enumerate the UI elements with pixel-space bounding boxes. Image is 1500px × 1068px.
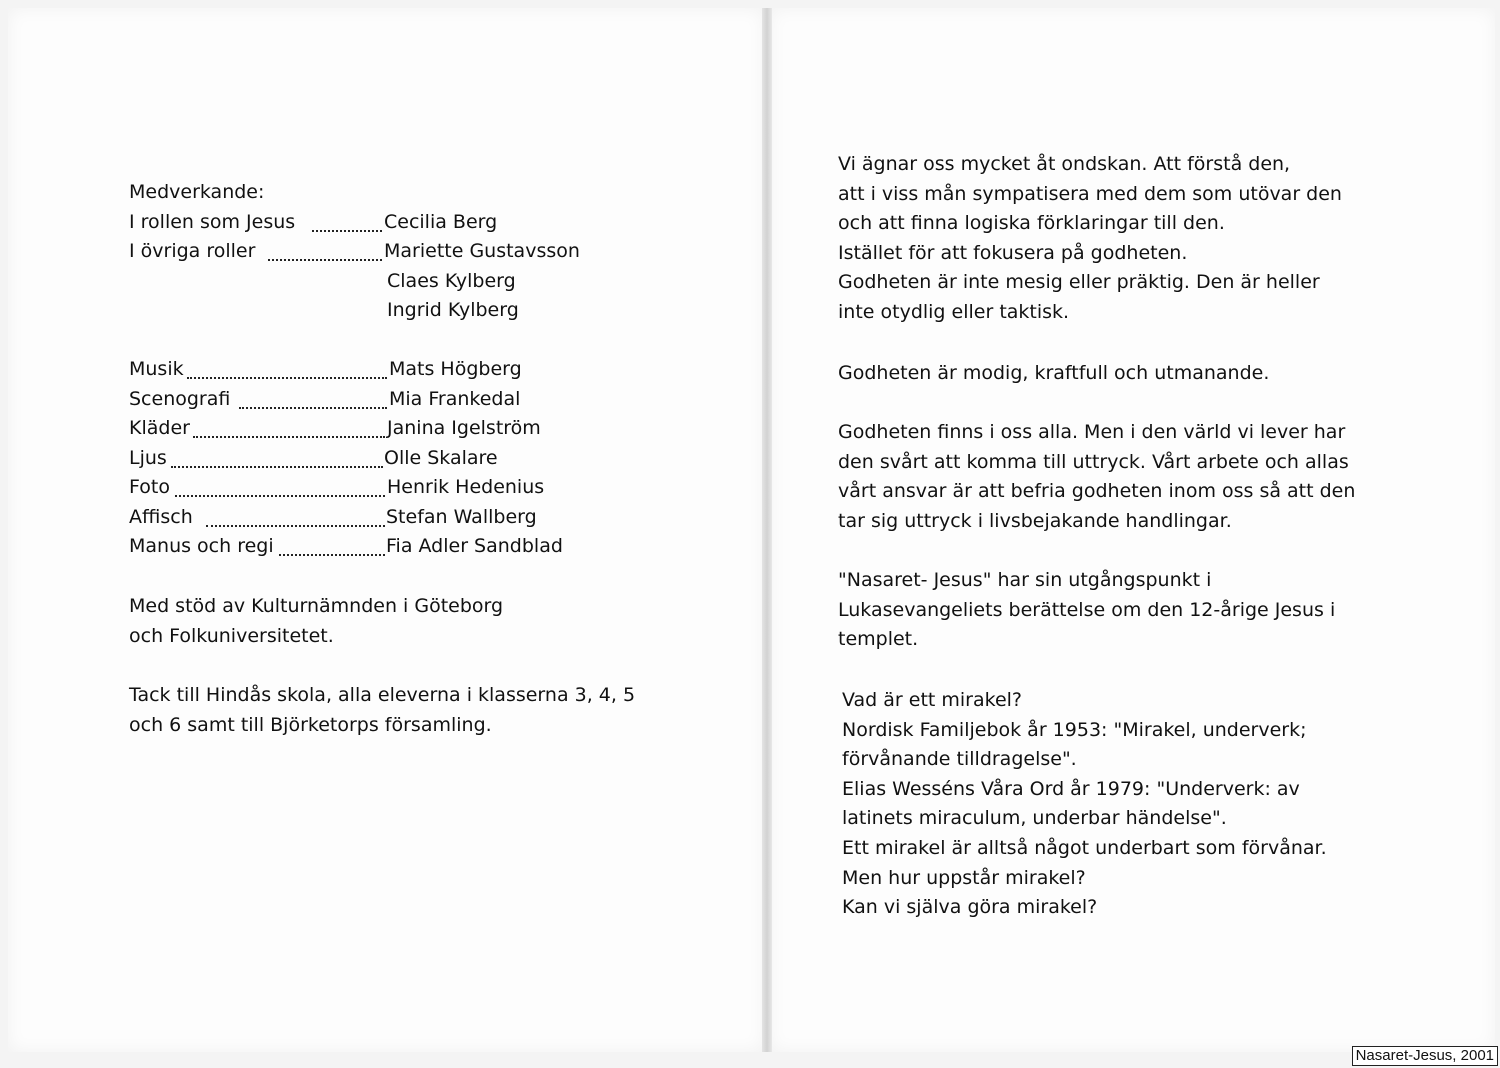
text-line: vårt ansvar är att befria godheten inom oss så att den (838, 480, 1356, 503)
text-line: Ett mirakel är alltså något underbart som förvånar. (842, 836, 1327, 859)
text-line: latinets miraculum, underbar händelse". (842, 807, 1227, 830)
text-line: Godheten är inte mesig eller präktig. Den är heller (838, 271, 1320, 294)
support-paragraph (129, 591, 503, 651)
credit-row (129, 532, 563, 562)
text-line: templet. (838, 628, 919, 651)
credit-role: Kläder (129, 417, 190, 439)
dot-leader (239, 385, 387, 409)
text-line: Men hur uppstår mirakel? (842, 866, 1086, 889)
thanks-paragraph (129, 680, 635, 740)
credit-name: Janina Igelström (387, 417, 541, 439)
text-line: tar sig uttryck i livsbejakande handlingar. (838, 509, 1232, 532)
text-line: Lukasevangeliets berättelse om den 12-årige Jesus i (838, 598, 1336, 621)
credit-row (129, 267, 516, 297)
credit-name: Mats Högberg (389, 358, 522, 380)
credit-name: Olle Skalare (384, 446, 498, 469)
dot-leader (193, 414, 385, 438)
credit-role: I övriga roller (129, 240, 256, 262)
credits-heading: Medverkande: (129, 181, 265, 203)
text-line: Med stöd av Kulturnämnden i Göteborg (129, 595, 504, 617)
text-line: den svårt att komma till uttryck. Vårt arbete och allas (838, 450, 1349, 473)
paragraph-miracle (842, 686, 1327, 923)
credit-name: Stefan Wallberg (386, 505, 537, 528)
paragraph-goodness-within (838, 418, 1355, 536)
credit-row (129, 473, 545, 503)
text-line: och Folkuniversitetet. (129, 625, 334, 647)
text-line: Godheten finns i oss alla. Men i den värld vi lever har (838, 421, 1346, 443)
credit-name: Claes Kylberg (387, 269, 516, 292)
credit-role: Affisch (129, 505, 193, 528)
text-line: Godheten är modig, kraftfull och utmanande. (838, 362, 1270, 384)
dot-leader (171, 444, 383, 468)
text-line: "Nasaret- Jesus" har sin utgångspunkt i (838, 569, 1212, 591)
text-line: Nordisk Familjebok år 1953: "Mirakel, underverk; (842, 718, 1307, 741)
credit-row (129, 355, 522, 385)
credit-role: Scenografi (129, 387, 231, 410)
image-caption: Nasaret-Jesus, 2001 (1352, 1046, 1498, 1066)
text-line: Istället för att fokusera på godheten. (838, 241, 1188, 264)
credit-name: Henrik Hedenius (387, 476, 545, 498)
dot-leader (312, 208, 382, 232)
paragraph-origin (838, 566, 1335, 655)
dot-leader (279, 532, 385, 556)
credit-name: Ingrid Kylberg (387, 299, 519, 321)
text-line: Elias Wesséns Våra Ord år 1979: "Underverk: av (842, 777, 1300, 800)
credit-name: Fia Adler Sandblad (386, 535, 563, 557)
credit-role: Musik (129, 358, 184, 380)
text-line: Kan vi själva göra mirakel? (842, 896, 1098, 919)
credit-row (129, 414, 541, 444)
dot-leader (206, 503, 385, 527)
credit-role: Foto (129, 476, 170, 498)
dot-leader (175, 473, 385, 497)
text-line: inte otydlig eller taktisk. (838, 300, 1070, 323)
text-line: och att finna logiska förklaringar till den. (838, 212, 1225, 235)
credit-role: I rollen som Jesus (129, 210, 296, 233)
credits-list (129, 178, 580, 562)
text-line: Vad är ett mirakel? (842, 689, 1023, 711)
credit-role: Ljus (129, 446, 167, 469)
credit-row (129, 208, 498, 238)
dot-leader (268, 237, 382, 261)
text-line: att i viss mån sympatisera med dem som utövar den (838, 182, 1342, 205)
credit-name: Mia Frankedal (389, 387, 521, 410)
center-fold (762, 8, 772, 1052)
credit-name: Mariette Gustavsson (384, 240, 580, 262)
credit-row (129, 444, 498, 474)
credit-row (129, 385, 521, 415)
credit-name: Cecilia Berg (384, 210, 498, 233)
paragraph-evil (838, 150, 1342, 328)
paragraph-goodness (838, 359, 1269, 389)
text-line: förvånande tilldragelse". (842, 748, 1077, 771)
text-line: och 6 samt till Björketorps församling. (129, 714, 492, 736)
credit-row (129, 296, 519, 326)
text-line: Tack till Hindås skola, alla eleverna i klasserna 3, 4, 5 (129, 684, 636, 706)
dot-leader (187, 355, 387, 379)
credit-role: Manus och regi (129, 535, 274, 557)
text-line: Vi ägnar oss mycket åt ondskan. Att förstå den, (838, 153, 1291, 175)
credit-row (129, 503, 537, 533)
credit-row (129, 237, 580, 267)
